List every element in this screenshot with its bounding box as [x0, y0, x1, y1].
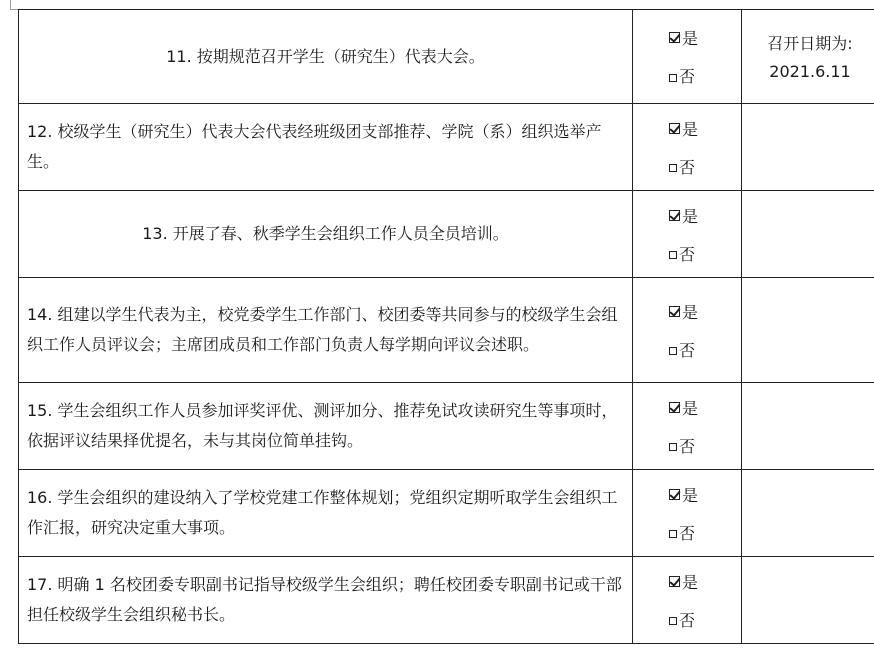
note-cell	[742, 278, 874, 383]
yes-label: 是	[682, 29, 699, 48]
yes-checkbox[interactable]	[633, 292, 741, 330]
yes-checkbox[interactable]	[633, 19, 741, 57]
table-row	[19, 104, 874, 191]
empty-box-icon	[669, 74, 677, 82]
item-text: 12. 校级学生（研究生）代表大会代表经班级团支部推荐、学院（系）组织选举产生。	[19, 104, 633, 191]
item-text: 17. 明确 1 名校团委专职副书记指导校级学生会组织；聘任校团委专职副书记或干部担任校级学生会组织秘书长。	[19, 557, 633, 644]
yes-label: 是	[682, 119, 699, 139]
item-text: 13. 开展了春、秋季学生会组织工作人员全员培训。	[19, 191, 633, 278]
table-row	[19, 383, 874, 470]
yes-label: 是	[682, 398, 699, 418]
checked-box-icon	[669, 210, 680, 221]
empty-box-icon	[669, 251, 677, 259]
yes-no-cell	[633, 278, 742, 383]
yes-no-cell	[633, 557, 742, 644]
no-label: 否	[679, 157, 696, 177]
note-cell	[742, 470, 874, 557]
yes-label: 是	[682, 572, 699, 592]
table-row	[19, 470, 874, 557]
note-cell	[742, 104, 874, 191]
yes-checkbox[interactable]	[633, 475, 741, 513]
checked-box-icon	[669, 32, 680, 43]
yes-label: 是	[682, 485, 699, 505]
no-label: 否	[679, 523, 696, 543]
no-checkbox[interactable]	[633, 330, 741, 368]
empty-box-icon	[669, 617, 677, 625]
table-row	[19, 191, 874, 278]
item-text: 11. 按期规范召开学生（研究生）代表大会。	[19, 10, 633, 104]
no-checkbox[interactable]	[633, 426, 741, 464]
empty-box-icon	[669, 530, 677, 538]
yes-no-cell	[633, 383, 742, 470]
meeting-date-value: 2021.6.11	[769, 62, 851, 81]
no-label: 否	[679, 436, 696, 456]
yes-label: 是	[682, 206, 699, 226]
yes-checkbox[interactable]	[633, 196, 741, 234]
no-label: 否	[679, 610, 696, 630]
table-row	[19, 278, 874, 383]
item-text: 15. 学生会组织工作人员参加评奖评优、测评加分、推荐免试攻读研究生等事项时，依据评议结果择优提名，未与其岗位简单挂钩。	[19, 383, 633, 470]
yes-no-cell	[633, 104, 742, 191]
no-label: 否	[679, 244, 696, 264]
yes-label: 是	[682, 302, 699, 322]
meeting-date-label: 召开日期为:	[767, 34, 853, 53]
checked-box-icon	[669, 306, 680, 317]
checked-box-icon	[669, 402, 680, 413]
note-cell	[742, 383, 874, 470]
checked-box-icon	[669, 576, 680, 587]
yes-no-cell	[633, 470, 742, 557]
no-label: 否	[679, 67, 696, 86]
table-row	[19, 557, 874, 644]
note-cell	[742, 557, 874, 644]
note-cell	[742, 191, 874, 278]
no-checkbox[interactable]	[633, 234, 741, 272]
no-checkbox[interactable]	[633, 513, 741, 551]
no-label: 否	[679, 340, 696, 360]
item-text: 14. 组建以学生代表为主，校党委学生工作部门、校团委等共同参与的校级学生会组织工作人员评议会；主席团成员和工作部门负责人每学期向评议会述职。	[19, 278, 633, 383]
yes-no-cell	[633, 10, 742, 104]
yes-checkbox[interactable]	[633, 109, 741, 147]
yes-checkbox[interactable]	[633, 388, 741, 426]
empty-box-icon	[669, 347, 677, 355]
no-checkbox[interactable]	[633, 147, 741, 185]
empty-box-icon	[669, 443, 677, 451]
checklist-table	[18, 9, 874, 644]
no-checkbox[interactable]	[633, 600, 741, 638]
note-cell	[742, 10, 874, 104]
no-checkbox[interactable]	[633, 57, 741, 95]
yes-checkbox[interactable]	[633, 562, 741, 600]
empty-box-icon	[669, 164, 677, 172]
checked-box-icon	[669, 489, 680, 500]
checked-box-icon	[669, 123, 680, 134]
yes-no-cell	[633, 191, 742, 278]
item-text: 16. 学生会组织的建设纳入了学校党建工作整体规划；党组织定期听取学生会组织工作汇报，研究决定重大事项。	[19, 470, 633, 557]
table-row	[19, 10, 874, 104]
